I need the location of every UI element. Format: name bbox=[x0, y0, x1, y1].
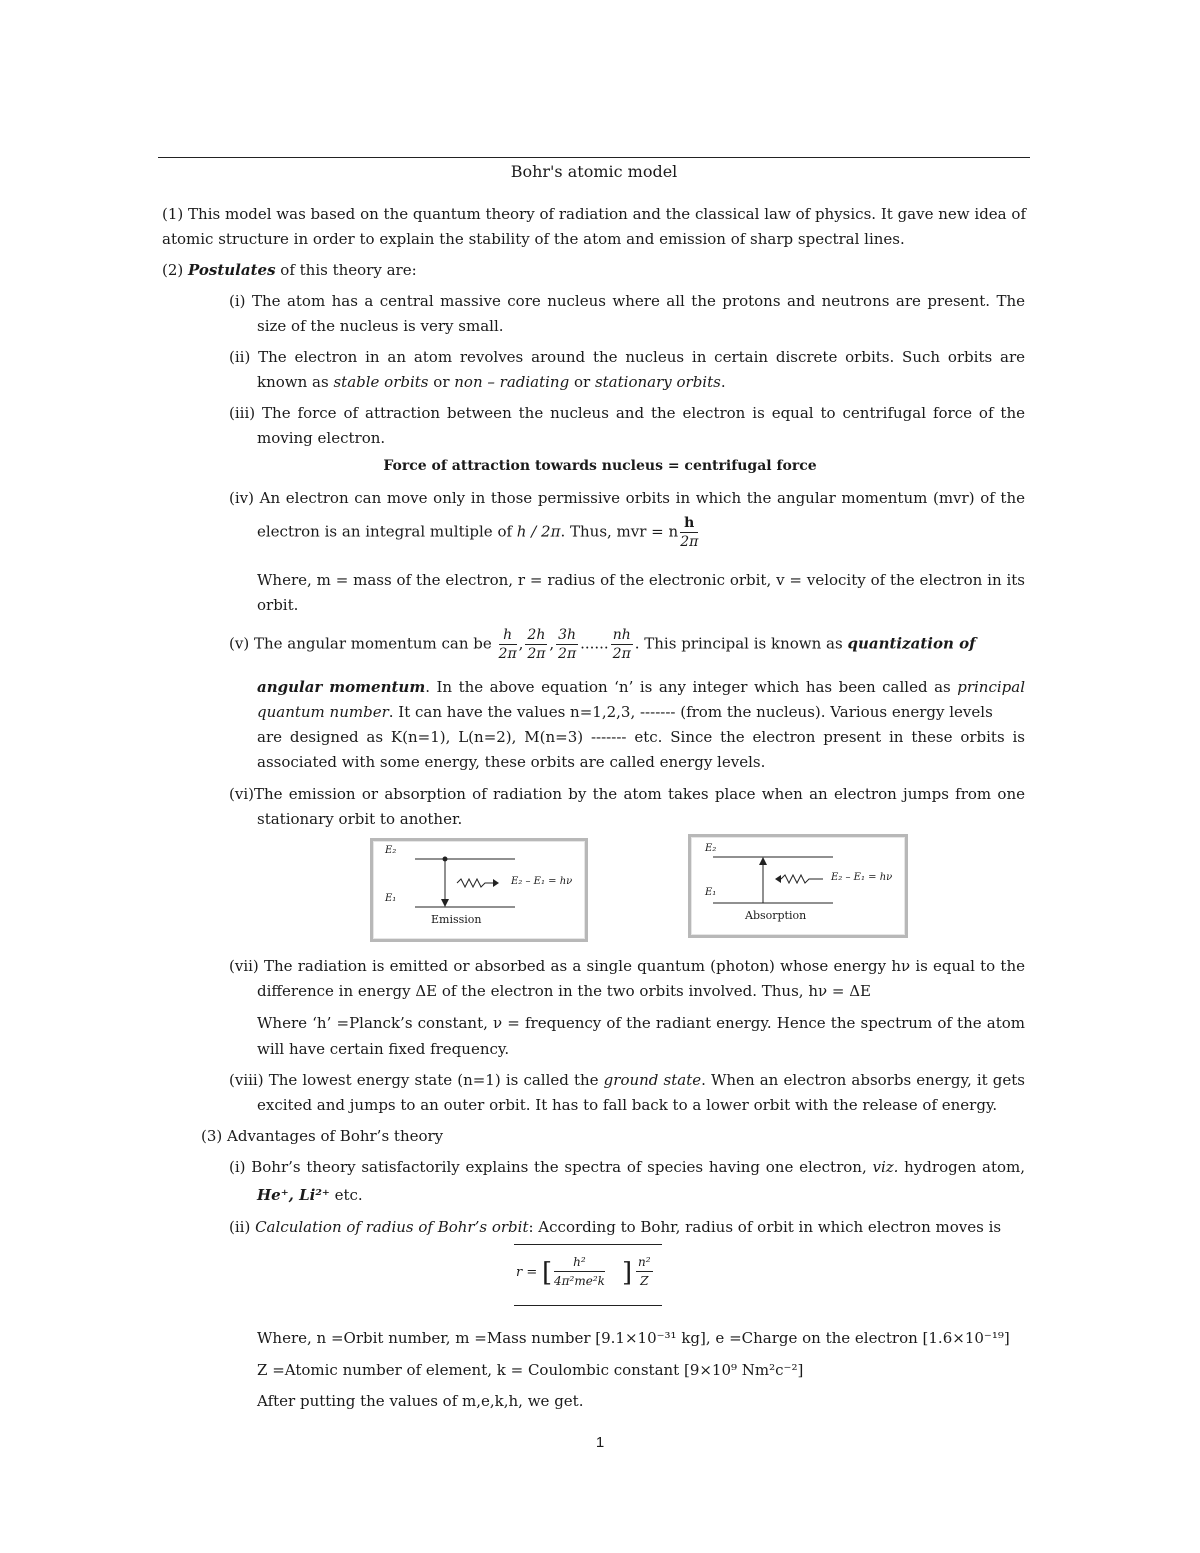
h-over-2pi: h / 2π bbox=[516, 522, 561, 541]
intro-line-2: atomic structure in order to explain the stability of the atom and emission of sharp spectral lines. bbox=[162, 230, 905, 248]
postulate-v-line-5: associated with some energy, these orbits are called energy levels. bbox=[257, 753, 766, 771]
fraction-numerator: h² bbox=[554, 1253, 605, 1272]
stationary-orbits-term: stationary orbits bbox=[594, 373, 721, 391]
absorption-caption: Absorption bbox=[745, 909, 807, 922]
postulate-iii-line-1: (iii) The force of attraction between the nucleus and the electron is equal to centrifugal force of the bbox=[229, 404, 1025, 422]
text-span: (v) The angular momentum can be bbox=[229, 634, 497, 653]
postulate-i-line-1: (i) The atom has a central massive core nucleus where all the protons and neutrons are present. The bbox=[229, 292, 1025, 310]
principal-term: principal bbox=[957, 678, 1025, 696]
postulate-iii-line-2: moving electron. bbox=[257, 429, 386, 447]
postulate-v-line-3 bbox=[257, 702, 993, 722]
emission-e2-label: E₂ bbox=[385, 845, 397, 856]
fraction-denominator: 2π bbox=[527, 646, 546, 662]
text-span: ...... bbox=[580, 634, 609, 653]
fraction-numerator: n² bbox=[636, 1253, 653, 1272]
where-constants-line-1: Where, n =Orbit number, m =Mass number [9.1×10⁻³¹ kg], e =Charge on the electron [1.6×10⁻¹⁹] bbox=[257, 1329, 1010, 1347]
formula-fraction-main bbox=[554, 1253, 605, 1290]
advantage-ii-line-1 bbox=[229, 1217, 1001, 1237]
fraction-h-2pi bbox=[680, 514, 698, 551]
text-span: or bbox=[569, 373, 595, 391]
absorption-e2-label: E₂ bbox=[705, 843, 717, 854]
text-span: . When an electron absorbs energy, it gets bbox=[701, 1071, 1025, 1089]
postulate-iv-line-2 bbox=[257, 514, 700, 551]
postulates-number: (2) bbox=[162, 261, 189, 279]
postulate-viii-line-1 bbox=[229, 1070, 1025, 1090]
advantage-i-line-1 bbox=[229, 1157, 1025, 1177]
postulate-i-line-2: size of the nucleus is very small. bbox=[257, 317, 504, 335]
emission-diagram bbox=[370, 838, 588, 942]
postulate-vii-line-4: will have certain fixed frequency. bbox=[257, 1040, 510, 1058]
fraction-2 bbox=[525, 626, 547, 663]
fraction-denominator: 4π²me²k bbox=[554, 1274, 605, 1288]
formula-bracket-right: ] bbox=[622, 1258, 633, 1288]
ground-state-term: ground state bbox=[603, 1071, 702, 1089]
postulate-v-line-1: (v) The angular momentum can be $\frac{h}{2\pi}$ , $\frac{2h}{2\pi}$ , $\frac{3h}{2\pi}$ ...... $\frac{nh}{2\pi}$ . This principal is known as quantization of bbox=[229, 627, 976, 662]
text-span: : According to Bohr, radius of orbit in which electron moves is bbox=[528, 1218, 1002, 1236]
top-rule bbox=[158, 157, 1030, 158]
text-span: . This principal is known as bbox=[634, 634, 848, 653]
fraction-denominator: 2π bbox=[680, 534, 699, 550]
absorption-diagram bbox=[688, 834, 908, 938]
fraction-numerator: nh bbox=[612, 627, 631, 643]
non-radiating-term: non – radiating bbox=[454, 373, 570, 391]
postulate-viii-line-2: excited and jumps to an outer orbit. It has to fall back to a lower orbit with the release of energy. bbox=[257, 1096, 998, 1114]
fraction-numerator: 2h bbox=[527, 627, 546, 643]
angular-momentum-term: angular momentum bbox=[257, 678, 426, 696]
emission-e1-label: E₁ bbox=[385, 893, 397, 904]
postulate-vii-line-1: (vii) The radiation is emitted or absorbed as a single quantum (photon) whose energy hν is equal to the bbox=[229, 957, 1025, 975]
text-span: (viii) The lowest energy state (n=1) is called the bbox=[229, 1071, 604, 1089]
text-span: . In the above equation ‘n’ is any integer which has been called as bbox=[425, 678, 958, 696]
force-equation: Force of attraction towards nucleus = centrifugal force bbox=[383, 458, 817, 474]
intro-line-1: (1) This model was based on the quantum theory of radiation and the classical law of physics. It gave new idea of bbox=[162, 205, 1026, 223]
fraction-4 bbox=[611, 626, 633, 663]
text-span: etc. bbox=[329, 1186, 363, 1204]
stable-orbits-term: stable orbits bbox=[333, 373, 429, 391]
postulate-ii-line-2 bbox=[257, 372, 726, 392]
page-number: 1 bbox=[595, 1434, 605, 1451]
text-span: or bbox=[428, 373, 455, 391]
postulate-vii-line-2: difference in energy ΔE of the electron in the two orbits involved. Thus, hν = ΔE bbox=[257, 982, 871, 1000]
postulates-rest: of this theory are: bbox=[275, 261, 417, 279]
fraction-3 bbox=[556, 626, 578, 663]
postulate-iv-line-1: (iv) An electron can move only in those permissive orbits in which the angular momentum (mvr) of the bbox=[229, 489, 1025, 507]
postulate-ii-line-1: (ii) The electron in an atom revolves around the nucleus in certain discrete orbits. Such orbits are bbox=[229, 348, 1025, 366]
ion-species: He⁺, Li²⁺ bbox=[257, 1186, 330, 1204]
absorption-photon-label: E₂ – E₁ = hν bbox=[831, 872, 893, 883]
where-line-2: orbit. bbox=[257, 596, 299, 614]
text-span: hydrogen atom, bbox=[898, 1158, 1025, 1176]
text-span: . It can have the values n=1,2,3, ------- (from the nucleus). Various energy levels bbox=[388, 703, 993, 721]
where-line-1: Where, m = mass of the electron, r = radius of the electronic orbit, v = velocity of the electron in its bbox=[257, 571, 1025, 589]
radius-calculation-term: Calculation of radius of Bohr’s orbit bbox=[255, 1218, 529, 1236]
quantization-term: quantization of bbox=[847, 634, 976, 653]
radius-formula bbox=[514, 1244, 662, 1306]
text-span: known as bbox=[257, 373, 334, 391]
text-span: electron is an integral multiple of bbox=[257, 522, 517, 541]
page-title: Bohr's atomic model bbox=[510, 162, 678, 181]
absorption-e1-label: E₁ bbox=[705, 887, 717, 898]
text-span: . bbox=[720, 373, 726, 391]
fraction-numerator: 3h bbox=[558, 627, 577, 643]
postulate-vii-line-3: Where ‘h’ =Planck’s constant, ν = frequency of the radiant energy. Hence the spectrum of the atom bbox=[257, 1014, 1025, 1032]
formula-fraction-n2-z bbox=[636, 1253, 653, 1290]
postulates-label: Postulates bbox=[188, 261, 276, 279]
postulate-vi-line-2: stationary orbit to another. bbox=[257, 810, 463, 828]
fraction-denominator: 2π bbox=[612, 646, 631, 662]
formula-r: r = bbox=[516, 1265, 538, 1280]
emission-photon-label: E₂ – E₁ = hν bbox=[511, 876, 573, 887]
advantages-heading: (3) Advantages of Bohr’s theory bbox=[201, 1127, 444, 1145]
postulate-v-line-2 bbox=[257, 677, 1025, 697]
fraction-numerator: h bbox=[680, 514, 698, 533]
formula-bracket-left: [ bbox=[542, 1258, 553, 1288]
quantum-number-term: quantum number bbox=[257, 703, 389, 721]
fraction-1 bbox=[499, 626, 517, 663]
postulates-heading bbox=[162, 260, 417, 280]
postulate-v-line-4: are designed as K(n=1), L(n=2), M(n=3) ------- etc. Since the electron present in these orbits is bbox=[257, 728, 1025, 746]
fraction-denominator: 2π bbox=[558, 646, 577, 662]
postulate-vi-line-1: (vi)The emission or absorption of radiation by the atom takes place when an electron jumps from one bbox=[229, 785, 1025, 803]
text-span: (i) Bohr’s theory satisfactorily explains the spectra of species having one electron, bbox=[229, 1158, 873, 1176]
text-span: (ii) bbox=[229, 1218, 256, 1236]
fraction-denominator: 2π bbox=[498, 646, 517, 662]
where-constants-line-2: Z =Atomic number of element, k = Coulombic constant [9×10⁹ Nm²c⁻²] bbox=[257, 1361, 804, 1379]
after-putting-line: After putting the values of m,e,k,h, we get. bbox=[257, 1392, 584, 1410]
emission-caption: Emission bbox=[431, 913, 482, 926]
viz-term: viz. bbox=[872, 1158, 899, 1176]
fraction-denominator: Z bbox=[640, 1274, 649, 1288]
fraction-numerator: h bbox=[499, 626, 517, 645]
text-span: . Thus, mvr = n bbox=[560, 522, 679, 541]
advantage-i-line-2 bbox=[257, 1185, 363, 1205]
